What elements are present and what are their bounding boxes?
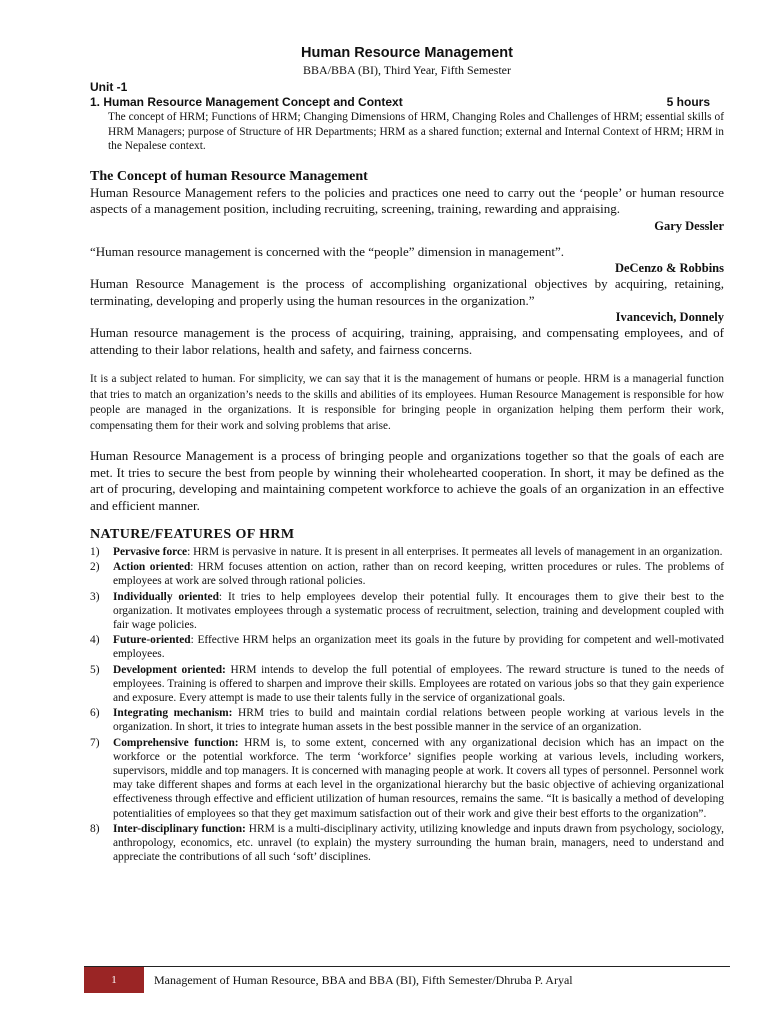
list-item-separator: : <box>218 590 228 603</box>
nature-heading: NATURE/FEATURES OF HRM <box>90 527 295 542</box>
list-item-text <box>113 560 724 588</box>
list-item-text <box>113 663 724 706</box>
document-page <box>90 44 724 865</box>
list-item-text <box>113 822 724 865</box>
definition-decenzo: “Human resource management is concerned with the “people” dimension in management”. <box>90 243 564 259</box>
list-item-number: 6) <box>90 707 100 720</box>
document-title: Human Resource Management <box>301 45 513 61</box>
list-item-text <box>113 736 724 821</box>
unit-label: Unit -1 <box>90 80 128 94</box>
list-item-text <box>113 633 724 661</box>
attribution-ivancevich: Ivancevich, Donnely <box>615 310 724 324</box>
list-item-term: Comprehensive function: <box>113 736 239 749</box>
attribution-dessler: Gary Dessler <box>654 218 724 233</box>
document-subtitle: BBA/BBA (BI), Third Year, Fifth Semester <box>303 63 511 77</box>
list-item-term: Development oriented: <box>113 663 226 676</box>
list-item-description: HRM is a multi-disciplinary activity, utilizing knowledge and inputs drawn from psychology, sociology, anthropology, economics, etc. unravel (to explain) the mystery surrounding the human brain, managers, need to understand and appreciate the contributions of all such ‘soft’ disciplines. <box>113 822 724 864</box>
list-item <box>90 822 724 865</box>
list-item-term: Inter-disciplinary function: <box>113 822 246 835</box>
list-item <box>90 545 724 559</box>
list-item-text <box>113 590 724 633</box>
list-item-text <box>113 545 724 559</box>
section-heading <box>90 95 724 109</box>
list-item-number: 2) <box>90 561 100 574</box>
list-item-description: HRM intends to develop the full potential of employees. The reward structure is tuned to the needs of employees. Training is offered to sharpen and improve their skills. Employees are rotated on various jobs so that they gain experience and exposure. Every attempt is made to use their talents fully in the service of organizational goals. <box>113 663 724 705</box>
list-item-description: Effective HRM helps an organization meet its goals in the future by providing for competent and well-motivated employees. <box>113 634 724 661</box>
list-item-number: 7) <box>90 736 100 749</box>
list-item <box>90 663 724 706</box>
list-item <box>90 736 724 821</box>
paragraph-subject: It is a subject related to human. For simplicity, we can say that it is the management of humans or people. HRM is a managerial function that tries to match an organization’s needs to the skills and abilities of its employees. Human Resource Management is responsible for how people are managed in the organizations. It is responsible for bringing people in organization helping them perform their work, compensating them for their work and solving problems that arise. <box>90 373 724 432</box>
list-item-description: HRM tries to build and maintain cordial relations between people working at various levels in the organization. In short, it tries to integrate human assets in the best possible manner in the service of an organization. <box>113 707 724 734</box>
concept-heading: The Concept of human Resource Management <box>90 168 368 184</box>
attribution-decenzo: DeCenzo & Robbins <box>614 261 724 275</box>
list-item-text <box>113 706 724 734</box>
list-item-number: 1) <box>90 546 100 558</box>
list-item-term: Individually oriented <box>113 590 219 603</box>
list-item-separator: : <box>187 546 194 558</box>
definition-process: Human resource management is the process of acquiring, training, appraising, and compensating employees, and of attending to their labor relations, health and safety, and fairness concerns. <box>90 325 724 357</box>
list-item-term: Future-oriented <box>113 634 191 647</box>
definition-ivancevich: Human Resource Management is the process of accomplishing organizational objectives by acquiring, retaining, terminating, developing and properly using the human resources in the organization.” <box>90 276 724 308</box>
list-item-number: 8) <box>90 822 100 835</box>
section-title: 1. Human Resource Management Concept and Context <box>90 95 403 109</box>
list-item-description: HRM is pervasive in nature. It is present in all enterprises. It permeates all levels of management in an organization. <box>193 546 723 558</box>
list-item-description: It tries to help employees develop their potential fully. It encourages them to give their best to the organization. It motivates employees through a systematic process of recruitment, selection, training and development coupled with fair wage policies. <box>113 590 724 632</box>
definition-dessler: Human Resource Management refers to the policies and practices one need to carry out the ‘people’ or human resource aspects of a management position, including recruiting, screening, training, rewarding and appraising. <box>90 184 724 216</box>
footer-text: Management of Human Resource, BBA and BBA (BI), Fifth Semester/Dhruba P. Aryal <box>154 972 573 987</box>
list-item-description: HRM focuses attention on action, rather than on record keeping, written procedures or rules. The problems of employees at work are solved through rational policies. <box>113 561 724 588</box>
list-item-number: 4) <box>90 634 100 647</box>
list-item <box>90 590 724 633</box>
section-hours: 5 hours <box>666 95 710 109</box>
list-item-separator: : <box>190 561 198 574</box>
list-item-number: 5) <box>90 663 100 676</box>
page-footer <box>84 966 730 993</box>
list-item-description: HRM is, to some extent, concerned with any organizational decision which has an impact on the workforce or the potential workforce. The term ‘workforce’ signifies people working at various levels, including workers, supervisors, middle and top managers. It is concerned with managing people at work. It covers all types of personnel. Personnel work may take different shapes and forms at each level in the organizational hierarchy but the basic objective of achieving organizational effectiveness through effective and efficient utilization of human resources, remains the same. “It is basically a method of developing potentialities of employees so that they get maximum satisfaction out of their work and give their best efforts to the organization”. <box>113 736 724 820</box>
paragraph-process: Human Resource Management is a process of bringing people and organizations together so that the goals of each are met. It tries to secure the best from people by winning their wholehearted cooperation. In short, it may be defined as the art of procuring, developing and maintaining competent workforce to achieve the goals of an organization in an effective and efficient manner. <box>90 448 724 513</box>
list-item <box>90 706 724 734</box>
page-number: 1 <box>84 967 144 993</box>
list-item-term: Integrating mechanism: <box>113 707 233 720</box>
nature-list <box>90 545 724 864</box>
list-item <box>90 560 724 588</box>
list-item-term: Pervasive force <box>113 546 188 558</box>
list-item-number: 3) <box>90 590 100 603</box>
list-item <box>90 633 724 661</box>
list-item-separator: : <box>190 634 198 647</box>
list-item-term: Action oriented <box>113 561 191 574</box>
syllabus-text: The concept of HRM; Functions of HRM; Changing Dimensions of HRM, Changing Roles and Challenges of HRM; essential skills of HRM Managers; purpose of Structure of HR Departments; HRM as a shared function; external and Internal Context of HRM; HRM in the Nepalese context. <box>108 111 724 152</box>
